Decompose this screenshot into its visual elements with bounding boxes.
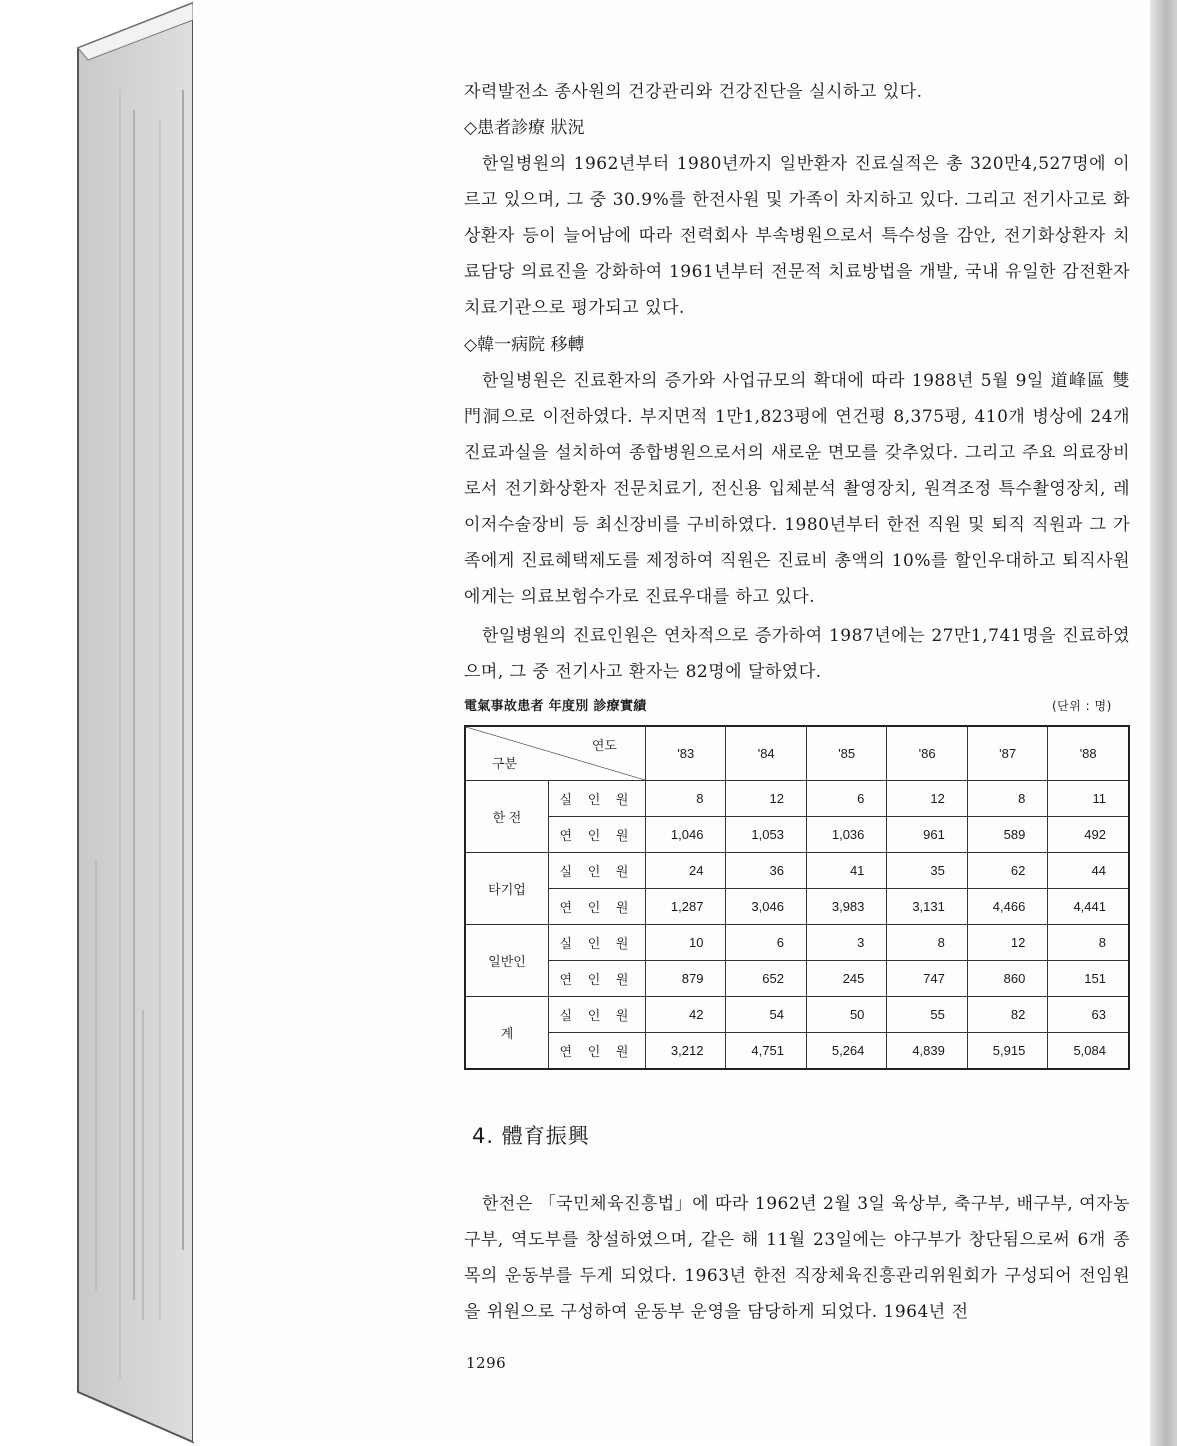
paragraph-patient-care: 한일병원의 1962년부터 1980년까지 일반환자 진료실적은 총 320만4,527명에 이르고 있으며, 그 중 30.9%를 한전사원 및 가족이 차지하고 있다. 그리고 전기사고로 화상환자 등이 늘어남에 따라 전력회사 부속병원으로서 특수성을 감안, 전기화상환자 치료담당 의료진을 강화하여 1961년부터 전문적 치료방법을 개발, 국내 유일한 감전환자 치료기관으로 평가되고 있다. xyxy=(464,154,1130,318)
year-header: '83 xyxy=(646,726,726,781)
table-cell: 8 xyxy=(1048,925,1129,961)
table-row xyxy=(465,889,1129,925)
table-cell: 4,751 xyxy=(726,1033,806,1070)
table-cell: 82 xyxy=(967,997,1047,1033)
table-cell: 3,131 xyxy=(887,889,967,925)
paragraph-hospital-relocation: 한일병원은 진료환자의 증가와 사업규모의 확대에 따라 1988년 5월 9일 道峰區 雙門洞으로 이전하였다. 부지면적 1만1,823평에 연건평 8,375평, 410개 병상에 24개 진료과실을 설치하여 종합병원으로서의 새로운 면모를 갖추었다. 그리고 주요 의료장비로서 전기화상환자 전문치료기, 전신용 입체분석 촬영장치, 원격조정 특수촬영장치, 레이저수술장비 등 최신장비를 구비하였다. 1980년부터 한전 직원 및 퇴직 직원과 그 가족에게 진료혜택제도를 제정하여 직원은 진료비 총액의 10%를 할인우대하고 퇴직사원에게는 의료보험수가로 진료우대를 하고 있다. xyxy=(464,371,1130,607)
table-cell: 5,915 xyxy=(967,1033,1047,1070)
table-row xyxy=(465,925,1129,961)
group-label: 일반인 xyxy=(465,925,549,997)
table-cell: 961 xyxy=(887,817,967,853)
group-label: 계 xyxy=(465,997,549,1070)
table-row xyxy=(465,853,1129,889)
table-cell: 6 xyxy=(726,925,806,961)
table-cell: 36 xyxy=(726,853,806,889)
table-cell: 3,046 xyxy=(726,889,806,925)
table-cell: 8 xyxy=(646,781,726,817)
paragraph-intro: 자력발전소 종사원의 건강관리와 건강진단을 실시하고 있다. xyxy=(464,82,923,102)
table-cell: 42 xyxy=(646,997,726,1033)
table-cell: 1,053 xyxy=(726,817,806,853)
table-cell: 860 xyxy=(967,961,1047,997)
paragraph-treatment-count: 한일병원의 진료인원은 연차적으로 증가하여 1987년에는 27만1,741명을 진료하였으며, 그 중 전기사고 환자는 82명에 달하였다. xyxy=(464,626,1130,682)
row-kind-label: 연 인 원 xyxy=(549,817,646,853)
table-cell: 12 xyxy=(726,781,806,817)
table-row xyxy=(465,961,1129,997)
table-cell: 4,839 xyxy=(887,1033,967,1070)
table-cell: 245 xyxy=(806,961,886,997)
table-cell: 1,287 xyxy=(646,889,726,925)
paragraph-sports: 한전은 「국민체육진흥법」에 따라 1962년 2월 3일 육상부, 축구부, 배구부, 여자농구부, 역도부를 창설하였으며, 같은 해 11월 23일에는 야구부가 창단됨으로써 6개 종목의 운동부를 두게 되었다. 1963년 한전 직장체육진흥관리위원회가 구성되어 전임원을 위원으로 구성하여 운동부 운영을 담당하게 되었다. 1964년 전 xyxy=(464,1194,1130,1322)
group-label: 타기업 xyxy=(465,853,549,925)
table-cell: 8 xyxy=(967,781,1047,817)
table-row xyxy=(465,817,1129,853)
table-cell: 1,046 xyxy=(646,817,726,853)
table-cell: 3,212 xyxy=(646,1033,726,1070)
row-kind-label: 연 인 원 xyxy=(549,889,646,925)
table-cell: 151 xyxy=(1048,961,1129,997)
table-cell: 747 xyxy=(887,961,967,997)
subheading-hospital-relocation: ◇韓一病院 移轉 xyxy=(464,335,585,355)
header-year-label: 연도 xyxy=(591,738,617,753)
table-cell: 41 xyxy=(806,853,886,889)
table-cell: 3 xyxy=(806,925,886,961)
group-label: 한 전 xyxy=(465,781,549,853)
table-cell: 4,441 xyxy=(1048,889,1129,925)
table-cell: 492 xyxy=(1048,817,1129,853)
table-cell: 63 xyxy=(1048,997,1129,1033)
table-cell: 35 xyxy=(887,853,967,889)
table-cell: 10 xyxy=(646,925,726,961)
row-kind-label: 실 인 원 xyxy=(549,781,646,817)
table-cell: 54 xyxy=(726,997,806,1033)
year-header: '86 xyxy=(887,726,967,781)
table-row xyxy=(465,1033,1129,1070)
table-row xyxy=(465,781,1129,817)
row-kind-label: 연 인 원 xyxy=(549,1033,646,1070)
table-cell: 24 xyxy=(646,853,726,889)
table-cell: 12 xyxy=(967,925,1047,961)
table-cell: 879 xyxy=(646,961,726,997)
subheading-patient-care: ◇患者診療 狀況 xyxy=(464,118,585,138)
accident-patient-table xyxy=(464,725,1130,1070)
table-row xyxy=(465,997,1129,1033)
table-cell: 55 xyxy=(887,997,967,1033)
table-unit: (단위 : 명) xyxy=(1052,699,1112,713)
table-cell: 5,084 xyxy=(1048,1033,1129,1070)
table-cell: 589 xyxy=(967,817,1047,853)
table-cell: 4,466 xyxy=(967,889,1047,925)
header-category-label: 구분 xyxy=(492,756,518,771)
table-cell: 5,264 xyxy=(806,1033,886,1070)
page-edge-shadow xyxy=(1150,0,1177,1446)
year-header: '85 xyxy=(806,726,886,781)
row-kind-label: 실 인 원 xyxy=(549,853,646,889)
table-cell: 652 xyxy=(726,961,806,997)
year-header: '84 xyxy=(726,726,806,781)
year-header: '87 xyxy=(967,726,1047,781)
table-cell: 3,983 xyxy=(806,889,886,925)
row-kind-label: 실 인 원 xyxy=(549,997,646,1033)
year-header: '88 xyxy=(1048,726,1129,781)
row-kind-label: 연 인 원 xyxy=(549,961,646,997)
page-number: 1296 xyxy=(466,1354,507,1372)
table-cell: 11 xyxy=(1048,781,1129,817)
table-cell: 12 xyxy=(887,781,967,817)
table-cell: 50 xyxy=(806,997,886,1033)
table-cell: 62 xyxy=(967,853,1047,889)
table-cell: 6 xyxy=(806,781,886,817)
section-heading: 4. 體育振興 xyxy=(472,1124,590,1148)
table-title: 電氣事故患者 年度別 診療實績 xyxy=(464,699,647,714)
table-cell: 44 xyxy=(1048,853,1129,889)
table-corner-header xyxy=(465,726,646,781)
row-kind-label: 실 인 원 xyxy=(549,925,646,961)
table-cell: 8 xyxy=(887,925,967,961)
table-header-row xyxy=(465,726,1129,781)
table-cell: 1,036 xyxy=(806,817,886,853)
